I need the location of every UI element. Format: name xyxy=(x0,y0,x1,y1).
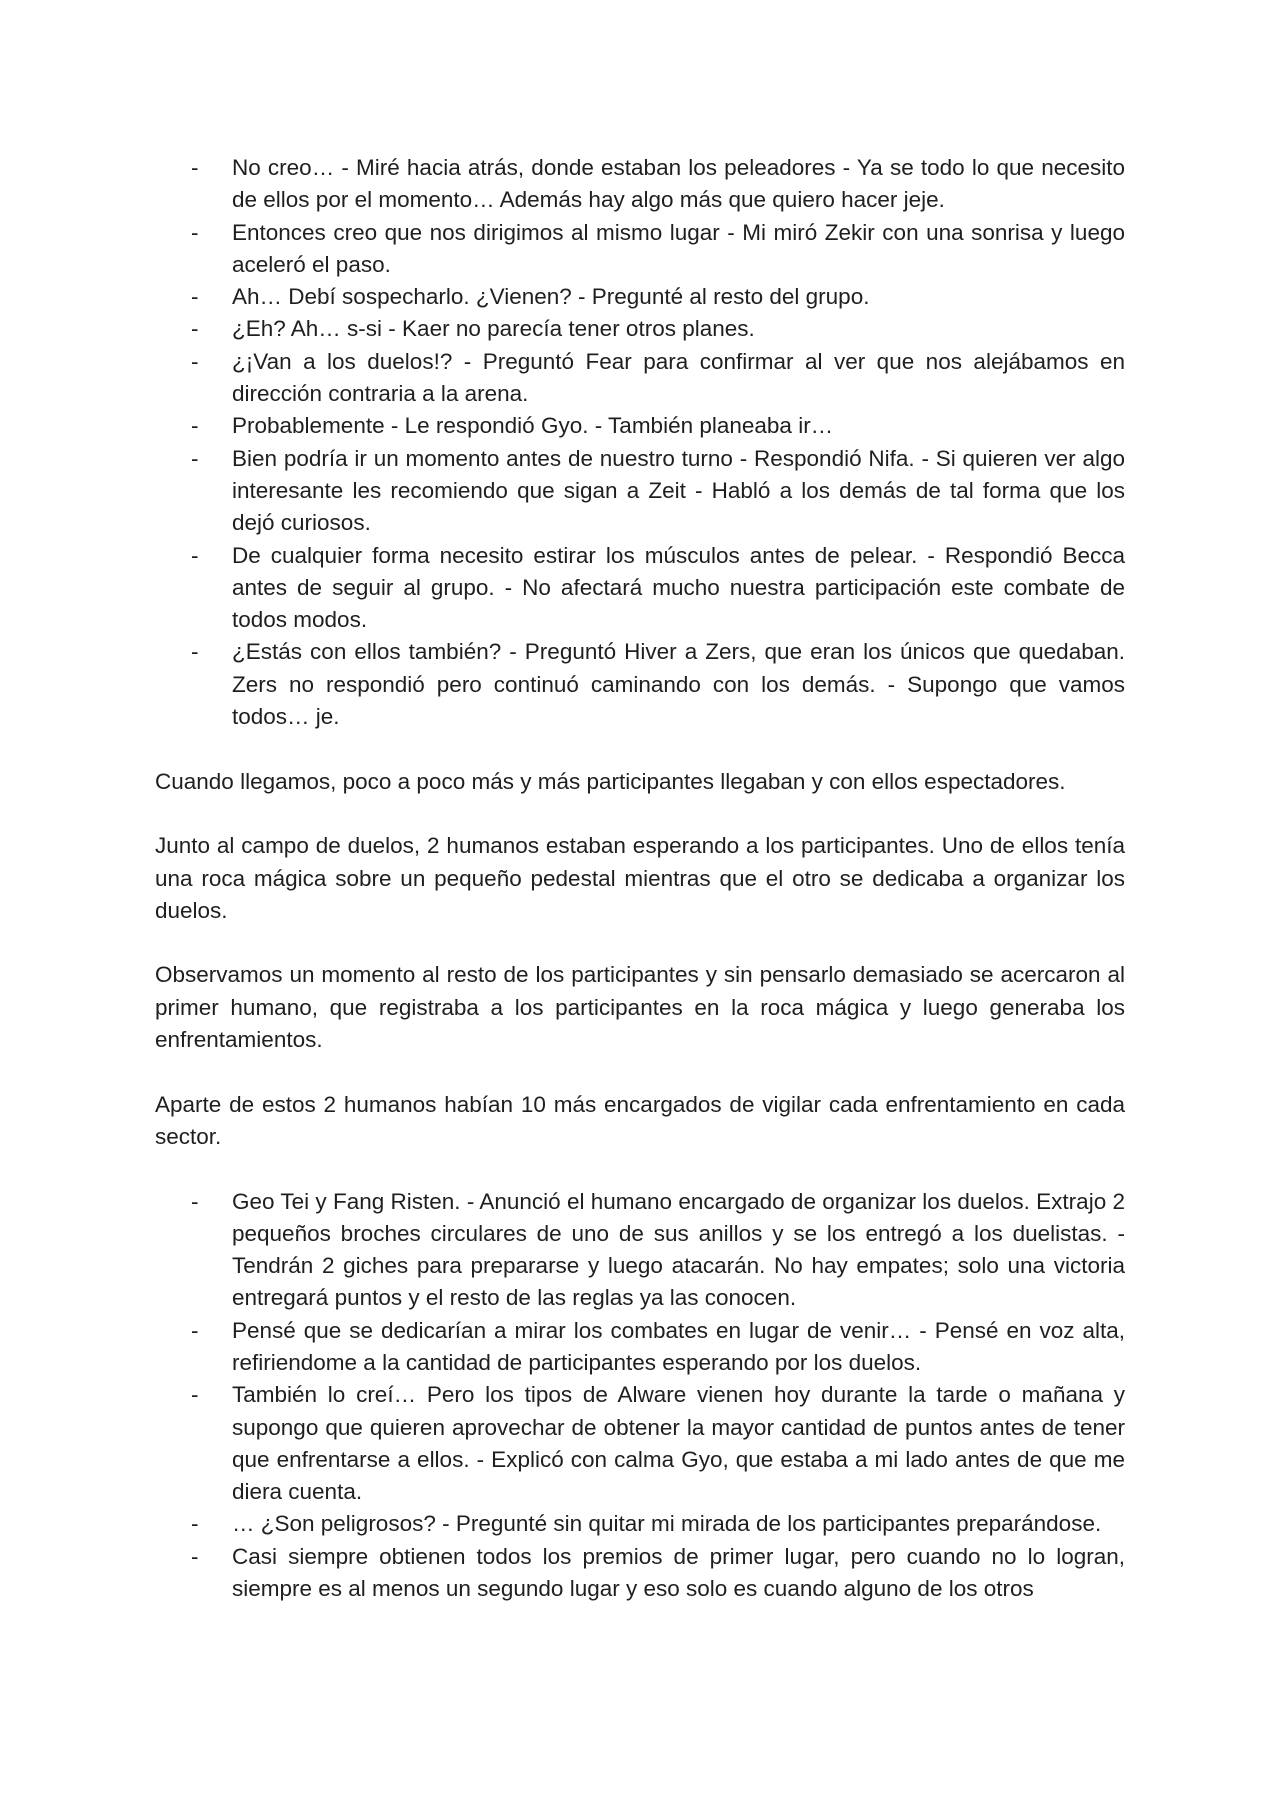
dash-marker: - xyxy=(191,1511,199,1537)
dash-marker: - xyxy=(191,316,199,342)
dialogue-line xyxy=(155,346,1125,411)
dash-marker: - xyxy=(191,1188,199,1214)
dialogue-line xyxy=(155,1508,1125,1540)
page-content xyxy=(155,152,1125,1605)
dialogue-text: ¿Eh? Ah… s-si - Kaer no parecía tener otros planes. xyxy=(232,316,755,342)
dialogue-text: También lo creí… Pero los tipos de Alware vienen hoy durante la tarde o mañana y supongo que quieren aprovechar de obtener la mayor cantidad de puntos antes de tener que enfrentarse a ellos. - Explicó con calma Gyo, que estaba a mi lado antes de que me diera cuenta. xyxy=(232,1382,1125,1505)
paragraph-spacer xyxy=(155,733,1125,765)
dash-marker: - xyxy=(191,348,199,374)
dialogue-text: ¿¡Van a los duelos!? - Preguntó Fear para confirmar al ver que nos alejábamos en dirección contraria a la arena. xyxy=(232,348,1125,407)
dialogue-list-1 xyxy=(155,152,1125,733)
paragraph-spacer xyxy=(155,798,1125,830)
dialogue-text: De cualquier forma necesito estirar los músculos antes de pelear. - Respondió Becca antes de seguir al grupo. - No afectará mucho nuestra participación este combate de todos modos. xyxy=(232,542,1125,633)
narrative-paragraph: Aparte de estos 2 humanos habían 10 más encargados de vigilar cada enfrentamiento en cada sector. xyxy=(155,1091,1125,1149)
dialogue-text: … ¿Son peligrosos? - Pregunté sin quitar mi mirada de los participantes preparándose. xyxy=(232,1511,1102,1537)
dialogue-text: Geo Tei y Fang Risten. - Anunció el humano encargado de organizar los duelos. Extrajo 2 pequeños broches circulares de uno de sus anillos y se los entregó a los duelistas. - Tendrán 2 giches para prepararse y luego atacarán. No hay empates; solo una victoria entregará puntos y el resto de las reglas ya las conocen. xyxy=(232,1188,1125,1311)
dash-marker: - xyxy=(191,1543,199,1569)
dialogue-line xyxy=(155,281,1125,313)
dialogue-list-2 xyxy=(155,1186,1125,1606)
paragraph-spacer xyxy=(155,927,1125,959)
dash-marker: - xyxy=(191,284,199,310)
dash-marker: - xyxy=(191,445,199,471)
paragraph-spacer xyxy=(155,1153,1125,1185)
paragraph-spacer xyxy=(155,1056,1125,1088)
dialogue-line xyxy=(155,152,1125,217)
dialogue-text: Casi siempre obtienen todos los premios de primer lugar, pero cuando no lo logran, siempre es al menos un segundo lugar y eso solo es cuando alguno de los otros xyxy=(232,1543,1125,1602)
dialogue-line xyxy=(155,1379,1125,1508)
dialogue-text: Pensé que se dedicarían a mirar los combates en lugar de venir… - Pensé en voz alta, refiriendome a la cantidad de participantes esperando por los duelos. xyxy=(232,1317,1125,1375)
dash-marker: - xyxy=(191,413,199,439)
dialogue-line xyxy=(155,1315,1125,1380)
dialogue-text: Ah… Debí sospecharlo. ¿Vienen? - Pregunté al resto del grupo. xyxy=(232,284,870,310)
dialogue-text: Probablemente - Le respondió Gyo. - También planeaba ir… xyxy=(232,413,834,439)
dialogue-line xyxy=(155,636,1125,733)
dash-marker: - xyxy=(191,639,199,665)
narrative-paragraph: Junto al campo de duelos, 2 humanos estaban esperando a los participantes. Uno de ellos tenía una roca mágica sobre un pequeño pedestal mientras que el otro se dedicaba a organizar los duelos. xyxy=(155,833,1125,923)
dash-marker: - xyxy=(191,1382,199,1408)
dialogue-line xyxy=(155,313,1125,345)
dialogue-line xyxy=(155,540,1125,637)
dialogue-text: No creo… - Miré hacia atrás, donde estaban los peleadores - Ya se todo lo que necesito de ellos por el momento… Además hay algo más que quiero hacer jeje. xyxy=(232,155,1125,213)
dash-marker: - xyxy=(191,219,199,245)
dialogue-line xyxy=(155,1186,1125,1315)
dash-marker: - xyxy=(191,1317,199,1343)
dialogue-line xyxy=(155,217,1125,282)
dash-marker: - xyxy=(191,542,199,568)
dash-marker: - xyxy=(191,155,199,180)
dialogue-line xyxy=(155,1541,1125,1606)
dialogue-line xyxy=(155,410,1125,442)
narrative-paragraph: Cuando llegamos, poco a poco más y más participantes llegaban y con ellos espectadores. xyxy=(155,768,1066,794)
narrative-paragraph: Observamos un momento al resto de los participantes y sin pensarlo demasiado se acercaron al primer humano, que registraba a los participantes en la roca mágica y luego generaba los enfrentamientos. xyxy=(155,962,1125,1053)
dialogue-text: Entonces creo que nos dirigimos al mismo lugar - Mi miró Zekir con una sonrisa y luego aceleró el paso. xyxy=(232,219,1125,277)
dialogue-line xyxy=(155,443,1125,540)
dialogue-text: ¿Estás con ellos también? - Preguntó Hiver a Zers, que eran los únicos que quedaban. Zers no respondió pero continuó caminando con los demás. - Supongo que vamos todos… je. xyxy=(232,639,1125,730)
dialogue-text: Bien podría ir un momento antes de nuestro turno - Respondió Nifa. - Si quieren ver algo interesante les recomiendo que sigan a Zeit - Habló a los demás de tal forma que los dejó curiosos. xyxy=(232,445,1125,536)
